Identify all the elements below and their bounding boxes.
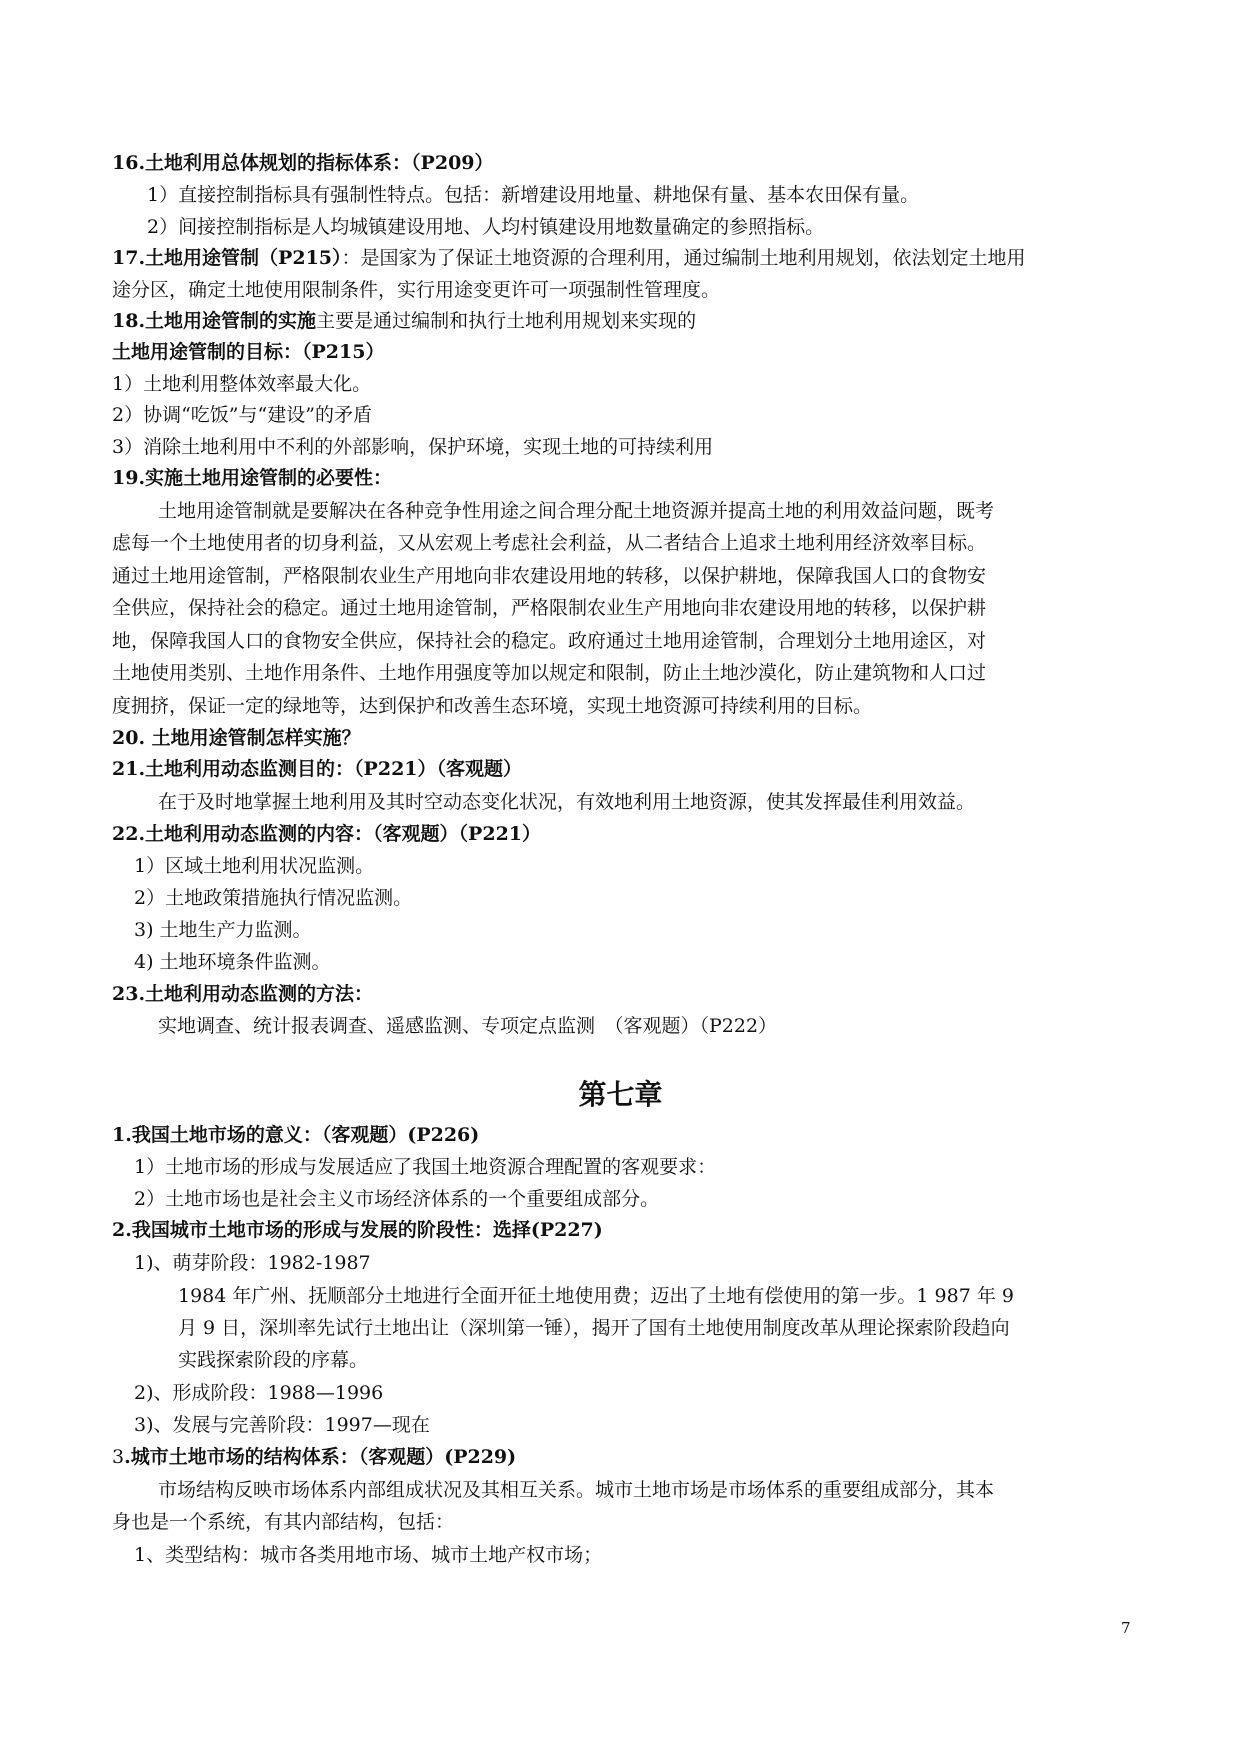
section-18-goal-heading: 土地用途管制的目标：（P215） <box>112 341 385 363</box>
ch7-item-3-number: 3 <box>112 1446 125 1468</box>
ch7-stage-1: 1)、萌芽阶段：1982-1987 <box>134 1252 371 1274</box>
section-22-item-3: 3) 土地生产力监测。 <box>134 919 312 941</box>
section-16-item-1: 1）直接控制指标具有强制性特点。包括：新增建设用地量、耕地保有量、基本农田保有量。 <box>147 184 920 206</box>
section-22-item-1: 1）区域土地利用状况监测。 <box>134 855 375 877</box>
section-18-heading: 18.土地用途管制的实施 <box>112 310 317 332</box>
section-18-line <box>112 306 696 336</box>
section-17-line-2: 途分区，确定土地使用限制条件，实行用途变更许可一项强制性管理度。 <box>112 279 721 301</box>
section-23-heading: 23.土地利用动态监测的方法： <box>112 983 374 1005</box>
ch7-stage-1-detail-1: 1984 年广州、抚顺部分土地进行全面开征土地使用费；迈出了土地有偿使用的第一步。1 987 年 9 <box>178 1285 1014 1307</box>
section-23-text: 实地调查、统计报表调查、遥感监测、专项定点监测 （客观题）（P222） <box>158 1015 778 1037</box>
section-19-heading: 19.实施土地用途管制的必要性： <box>112 467 393 489</box>
section-18-goal-2: 2）协调“吃饭”与“建设”的矛盾 <box>112 404 372 426</box>
ch7-stage-3: 3)、发展与完善阶段：1997—现在 <box>134 1414 430 1436</box>
section-19-para-line-4: 全供应，保持社会的稳定。通过土地用途管制，严格限制农业生产用地向非农建设用地的转移，以保护耕 <box>112 597 987 619</box>
chapter-title: 第七章 <box>578 1078 663 1111</box>
section-17-text: ：是国家为了保证土地资源的合理利用，通过编制土地利用规划，依法划定土地用 <box>341 247 1026 269</box>
ch7-item-3-para-line-2: 身也是一个系统，有其内部结构，包括： <box>112 1511 455 1533</box>
ch7-item-3-point-1: 1、类型结构：城市各类用地市场、城市土地产权市场； <box>134 1544 603 1566</box>
section-19-para-line-2: 虑每一个土地使用者的切身利益，又从宏观上考虑社会利益，从二者结合上追求土地利用经济效率目标。 <box>112 532 987 554</box>
ch7-item-1-heading: 1.我国土地市场的意义：（客观题）(P226) <box>112 1124 480 1146</box>
section-22-heading: 22.土地利用动态监测的内容：（客观题）（P221） <box>112 823 542 845</box>
ch7-item-3-heading-line <box>112 1442 516 1472</box>
section-19-para-line-1: 土地用途管制就是要解决在各种竞争性用途之间合理分配土地资源并提高土地的利用效益问题，既考 <box>158 500 995 522</box>
ch7-item-1-point-1: 1）土地市场的形成与发展适应了我国土地资源合理配置的客观要求： <box>134 1156 717 1178</box>
ch7-stage-2: 2)、形成阶段：1988—1996 <box>134 1382 384 1404</box>
section-17-heading: 17.土地用途管制（P215） <box>112 247 342 269</box>
section-19-para-line-6: 土地使用类别、土地作用条件、土地作用强度等加以规定和限制，防止土地沙漠化，防止建筑物和人口过 <box>112 662 987 684</box>
section-19-para-line-5: 地，保障我国人口的食物安全供应，保持社会的稳定。政府通过土地用途管制，合理划分土地用途区，对 <box>112 630 987 652</box>
section-22-item-2: 2）土地政策措施执行情况监测。 <box>134 887 413 909</box>
ch7-stage-1-detail-2: 月 9 日，深圳率先试行土地出让（深圳第一锤），揭开了国有土地使用制度改革从理论探索阶段趋向 <box>178 1317 1010 1339</box>
ch7-item-3-para-line-1: 市场结构反映市场体系内部组成状况及其相互关系。城市土地市场是市场体系的重要组成部分，其本 <box>158 1479 995 1501</box>
ch7-item-1-point-2: 2）土地市场也是社会主义市场经济体系的一个重要组成部分。 <box>134 1188 660 1210</box>
section-17-line-1 <box>112 243 1026 273</box>
section-19-para-line-7: 度拥挤，保证一定的绿地等，达到保护和改善生态环境，实现土地资源可持续利用的目标。 <box>112 695 873 717</box>
section-21-text: 在于及时地掌握土地利用及其时空动态变化状况，有效地利用土地资源，使其发挥最佳利用效益。 <box>158 791 976 813</box>
section-16-item-2: 2）间接控制指标是人均城镇建设用地、人均村镇建设用地数量确定的参照指标。 <box>147 216 825 238</box>
section-22-item-4: 4) 土地环境条件监测。 <box>134 951 331 973</box>
section-21-heading: 21.土地利用动态监测目的：（P221）（客观题） <box>112 758 523 780</box>
section-18-goal-1: 1）土地利用整体效率最大化。 <box>112 373 372 395</box>
section-16-heading: 16.土地利用总体规划的指标体系：（P209） <box>112 152 494 174</box>
ch7-stage-1-detail-3: 实践探索阶段的序幕。 <box>178 1349 369 1371</box>
section-20-heading: 20. 土地用途管制怎样实施？ <box>112 727 361 749</box>
ch7-item-3-heading: .城市土地市场的结构体系：（客观题）(P229) <box>124 1446 517 1468</box>
section-18-goal-3: 3）消除土地利用中不利的外部影响，保护环境，实现土地的可持续利用 <box>112 436 714 458</box>
section-18-text: 主要是通过编制和执行土地利用规划来实现的 <box>316 310 697 332</box>
section-19-para-line-3: 通过土地用途管制，严格限制农业生产用地向非农建设用地的转移，以保护耕地，保障我国人口的食物安 <box>112 565 987 587</box>
page-number: 7 <box>1121 1619 1131 1637</box>
ch7-item-2-heading: 2.我国城市土地市场的形成与发展的阶段性：选择(P227) <box>112 1219 603 1241</box>
